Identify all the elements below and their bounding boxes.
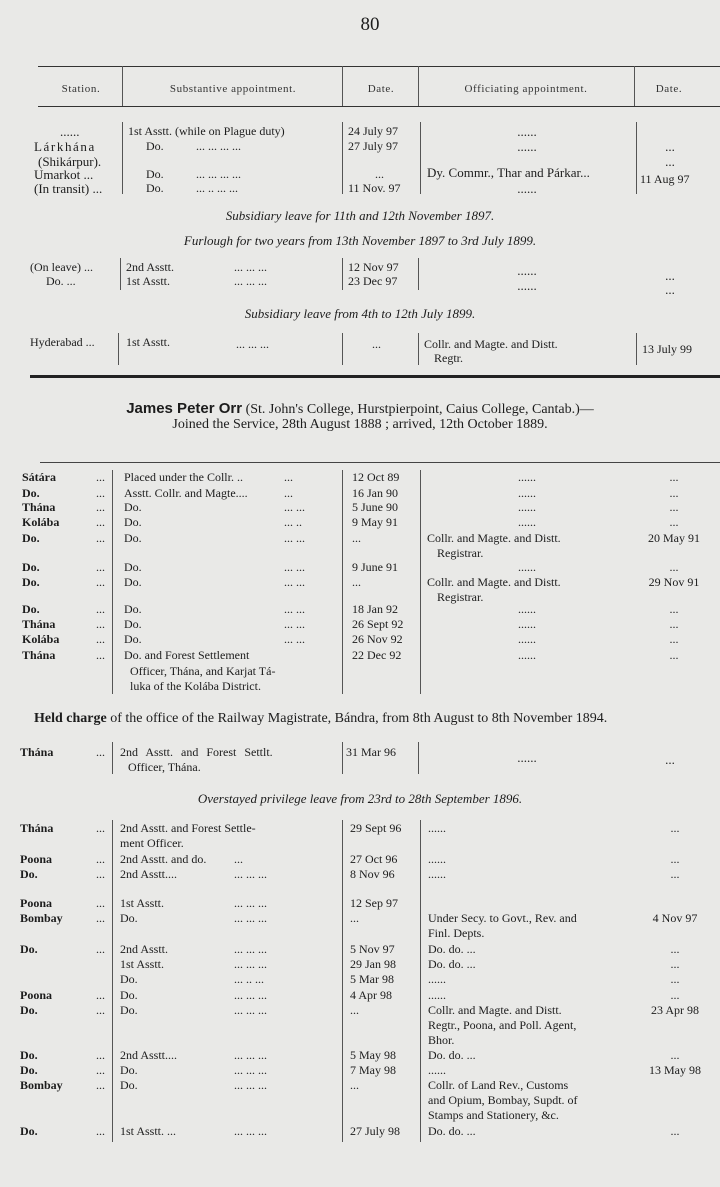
date2-cell: 4 Nov 97 bbox=[652, 911, 698, 925]
date2-cell: ... bbox=[670, 867, 680, 881]
leader-dots: ... ... ... bbox=[236, 337, 269, 351]
date-cell: 24 July 97 bbox=[348, 124, 399, 138]
leader-dots: ... bbox=[96, 486, 105, 500]
station-cell: (On leave) ... bbox=[30, 260, 93, 274]
leader-dots: ... ... bbox=[284, 560, 305, 574]
date2-cell: 23 Apr 98 bbox=[651, 1003, 699, 1017]
officiating-cell: Finl. Depts. bbox=[428, 926, 485, 940]
overstayed-leave-note: Overstayed privilege leave from 23rd to 28th September 1896. bbox=[197, 791, 523, 806]
date-cell: 31 Mar 96 bbox=[346, 745, 396, 759]
header-bottom-rule bbox=[38, 106, 720, 107]
leader-dots: ... bbox=[96, 575, 105, 589]
leader-dots: ... ... ... bbox=[234, 260, 267, 274]
officiating-cell: ...... bbox=[517, 124, 537, 139]
officiating-cell: Regtr. bbox=[434, 351, 463, 365]
officiating-cell: Under Secy. to Govt., Rev. and bbox=[428, 911, 577, 925]
column-rule bbox=[122, 66, 123, 106]
leader-dots: ... bbox=[96, 1063, 105, 1077]
column-rule bbox=[634, 66, 635, 106]
furlough-note: Furlough for two years from 13th November 1897 to 3rd July 1899. bbox=[183, 233, 537, 248]
date2-cell: ... bbox=[670, 852, 680, 866]
date2-cell: ... bbox=[669, 648, 679, 662]
column-rule bbox=[342, 820, 343, 1142]
station-cell: (In transit) ... bbox=[34, 181, 103, 196]
date2-cell: 29 Nov 91 bbox=[648, 575, 700, 589]
officiating-cell: Do. do. ... bbox=[428, 957, 476, 971]
substantive-cell: Do. and Forest Settlement bbox=[124, 648, 250, 662]
substantive-cell: 2nd Asstt.... bbox=[120, 1048, 178, 1062]
column-rule bbox=[418, 258, 419, 290]
substantive-cell: ment Officer. bbox=[120, 836, 184, 850]
station-cell: Do. bbox=[22, 602, 40, 616]
station-cell: Do. bbox=[22, 575, 40, 589]
leader-dots: ... bbox=[96, 632, 105, 646]
substantive-cell: 1st Asstt. bbox=[120, 896, 165, 910]
date-cell: 23 Dec 97 bbox=[348, 274, 398, 288]
substantive-cell: 2nd Asstt. and Forest Settlt. bbox=[120, 745, 273, 759]
leader-dots: ... ... bbox=[284, 617, 305, 631]
date-cell: 5 Nov 97 bbox=[350, 942, 395, 956]
date-cell: 12 Nov 97 bbox=[348, 260, 399, 274]
date-cell: 18 Jan 92 bbox=[352, 602, 398, 616]
leader-dots: ... ... ... bbox=[234, 274, 267, 288]
date-cell: 5 Mar 98 bbox=[350, 972, 394, 986]
substantive-cell: luka of the Kolába District. bbox=[130, 679, 261, 693]
date2-cell: ... bbox=[669, 470, 679, 484]
column-rule bbox=[342, 66, 343, 106]
date-cell: 27 Oct 96 bbox=[350, 852, 398, 866]
station-cell: Do. bbox=[20, 942, 38, 956]
leader-dots: ... bbox=[96, 1003, 105, 1017]
station-cell: Do. bbox=[22, 560, 40, 574]
substantive-cell: 1st Asstt. bbox=[120, 957, 165, 971]
header-substantive: Substantive appointment. bbox=[169, 83, 297, 95]
date2-cell: ... bbox=[669, 486, 679, 500]
date-cell: ... bbox=[375, 167, 384, 181]
substantive-cell: 1st Asstt. ... bbox=[120, 1124, 177, 1138]
date-cell: 11 Nov. 97 bbox=[348, 181, 401, 195]
officiating-cell: Do. do. ... bbox=[428, 1048, 476, 1062]
section-divider bbox=[30, 375, 720, 378]
table-rule bbox=[40, 462, 720, 463]
officiating-cell: ...... bbox=[517, 181, 537, 196]
leader-dots: ... bbox=[96, 745, 105, 759]
substantive-cell: 1st Asstt. bbox=[126, 274, 171, 288]
date-cell: ... bbox=[350, 911, 359, 925]
officiating-cell: ...... bbox=[518, 648, 536, 662]
date2-cell: ... bbox=[670, 1124, 680, 1138]
substantive-cell: Asstt. Collr. and Magte.... bbox=[124, 486, 248, 500]
date2-cell: ... bbox=[670, 988, 680, 1002]
date-cell: 26 Sept 92 bbox=[352, 617, 404, 631]
officiating-cell: ...... bbox=[517, 750, 537, 765]
date2-cell: 11 Aug 97 bbox=[640, 172, 690, 186]
officiating-cell: ...... bbox=[518, 617, 536, 631]
substantive-cell: Do. bbox=[146, 181, 164, 195]
leader-dots: ... bbox=[96, 1078, 105, 1092]
station-cell: Do. bbox=[20, 1048, 38, 1062]
substantive-cell: Do. bbox=[120, 972, 138, 986]
station-cell: Thána bbox=[22, 648, 56, 662]
header-officiating: Officiating appointment. bbox=[464, 83, 588, 95]
column-rule bbox=[118, 333, 119, 365]
leader-dots: ... bbox=[96, 500, 105, 514]
station-cell: Bombay bbox=[20, 1078, 63, 1092]
officiating-cell: Bhor. bbox=[428, 1033, 455, 1047]
header-station: Station. bbox=[61, 83, 101, 95]
leader-dots: ... bbox=[284, 470, 293, 484]
date-cell: ... bbox=[352, 531, 361, 545]
substantive-cell: Do. bbox=[124, 560, 142, 574]
leader-dots: ... ... ... bbox=[234, 1063, 267, 1077]
date-cell: ... bbox=[352, 575, 361, 589]
officer-heading bbox=[0, 400, 720, 418]
date2-cell: ... bbox=[670, 942, 680, 956]
leader-dots: ... ... ... bbox=[234, 1078, 267, 1092]
date-cell: 9 May 91 bbox=[352, 515, 398, 529]
column-rule bbox=[418, 333, 419, 365]
station-cell: Thána bbox=[20, 821, 54, 835]
date-cell: 22 Dec 92 bbox=[352, 648, 402, 662]
officiating-cell: ...... bbox=[518, 500, 536, 514]
officiating-cell: Collr. and Magte. and Distt. bbox=[427, 531, 561, 545]
leader-dots: ... bbox=[284, 486, 293, 500]
station-cell: Do. ... bbox=[46, 274, 76, 288]
substantive-cell: Do. bbox=[124, 617, 142, 631]
station-cell: Poona bbox=[20, 896, 53, 910]
station-cell: Lárkhána bbox=[34, 139, 96, 154]
leader-dots: ... bbox=[234, 852, 243, 866]
station-cell: (Shikárpur). bbox=[38, 154, 102, 169]
date2-cell: ... bbox=[665, 752, 675, 767]
substantive-cell: Do. bbox=[120, 911, 138, 925]
substantive-cell: 2nd Asstt. bbox=[126, 260, 175, 274]
station-cell: Thána bbox=[22, 617, 56, 631]
substantive-cell: Do. bbox=[124, 500, 142, 514]
station-cell: Thána bbox=[20, 745, 54, 759]
leader-dots: ... bbox=[96, 602, 105, 616]
leader-dots: ... .. ... ... bbox=[196, 181, 238, 195]
column-rule bbox=[120, 258, 121, 290]
leader-dots: ... ... ... bbox=[234, 988, 267, 1002]
leader-dots: ... bbox=[96, 470, 105, 484]
leader-dots: ... bbox=[96, 867, 105, 881]
officer-joined: Joined the Service, 28th August 1888 ; arrived, 12th October 1889. bbox=[172, 417, 548, 432]
leader-dots: ... bbox=[96, 988, 105, 1002]
substantive-cell: 1st Asstt. (while on Plague duty) bbox=[128, 124, 285, 138]
officiating-cell: ...... bbox=[517, 278, 537, 293]
held-charge-text: of the office of the Railway Magistrate, Bándra, from 8th August to 8th November 1894. bbox=[110, 711, 608, 726]
officiating-cell: Registrar. bbox=[437, 590, 484, 604]
leader-dots: ... ... bbox=[284, 575, 305, 589]
held-charge-lead: Held charge bbox=[34, 711, 107, 726]
substantive-cell: Do. bbox=[124, 575, 142, 589]
officiating-cell: Collr. and Magte. and Distt. bbox=[428, 1003, 562, 1017]
date-cell: 12 Oct 89 bbox=[352, 470, 400, 484]
column-rule bbox=[112, 742, 113, 774]
substantive-cell: Do. bbox=[146, 139, 164, 153]
date-cell: 5 May 98 bbox=[350, 1048, 396, 1062]
date2-cell: 13 May 98 bbox=[649, 1063, 701, 1077]
leader-dots: ... ... bbox=[284, 632, 305, 646]
date2-cell: ... bbox=[669, 560, 679, 574]
station-cell: Do. bbox=[22, 531, 40, 545]
officiating-cell: ...... bbox=[428, 972, 446, 986]
substantive-cell: Do. bbox=[120, 988, 138, 1002]
leader-dots: ... bbox=[96, 1048, 105, 1062]
officiating-cell: ...... bbox=[428, 821, 446, 835]
leader-dots: ... .. ... bbox=[234, 972, 264, 986]
substantive-cell: Officer, Thána, and Karjat Tá- bbox=[130, 664, 276, 678]
date-cell: 7 May 98 bbox=[350, 1063, 396, 1077]
leader-dots: ... ... bbox=[284, 500, 305, 514]
station-cell: Do. bbox=[20, 1003, 38, 1017]
leader-dots: ... bbox=[96, 852, 105, 866]
substantive-cell: Officer, Thána. bbox=[128, 760, 201, 774]
officiating-cell: ...... bbox=[518, 470, 536, 484]
column-rule bbox=[418, 742, 419, 774]
officiating-cell: ...... bbox=[518, 515, 536, 529]
officiating-cell: ...... bbox=[517, 139, 537, 154]
leader-dots: ... bbox=[96, 531, 105, 545]
leader-dots: ... ... ... bbox=[234, 911, 267, 925]
leader-dots: ... ... ... bbox=[234, 1003, 267, 1017]
substantive-cell: Do. bbox=[146, 167, 164, 181]
date2-cell: ... bbox=[669, 500, 679, 514]
substantive-cell: Do. bbox=[120, 1063, 138, 1077]
leader-dots: ... ... ... bbox=[234, 957, 267, 971]
column-rule bbox=[342, 122, 343, 194]
substantive-cell: Do. bbox=[124, 602, 142, 616]
officiating-cell: Do. do. ... bbox=[428, 1124, 476, 1138]
column-rule bbox=[342, 742, 343, 774]
officiating-cell: ...... bbox=[517, 263, 537, 278]
header-date: Date. bbox=[367, 83, 395, 95]
leader-dots: ... bbox=[96, 821, 105, 835]
substantive-cell: Do. bbox=[124, 515, 142, 529]
leader-dots: ... ... ... bbox=[234, 896, 267, 910]
station-cell: Poona bbox=[20, 852, 53, 866]
date-cell: 12 Sep 97 bbox=[350, 896, 398, 910]
column-rule bbox=[636, 333, 637, 365]
date2-cell: 13 July 99 bbox=[642, 342, 693, 356]
column-rule bbox=[342, 258, 343, 290]
station-cell: Do. bbox=[20, 867, 38, 881]
date-cell: 29 Jan 98 bbox=[350, 957, 396, 971]
column-rule bbox=[112, 820, 113, 1142]
header-date-2: Date. bbox=[655, 83, 683, 95]
leader-dots: ... bbox=[96, 911, 105, 925]
column-rule bbox=[420, 820, 421, 1142]
leader-dots: ... bbox=[96, 560, 105, 574]
officer-education: (St. John's College, Hurstpierpoint, Caius College, Cantab.)— bbox=[245, 402, 594, 417]
leader-dots: ... ... bbox=[284, 531, 305, 545]
date2-cell: ... bbox=[665, 282, 675, 297]
date-cell: 29 Sept 96 bbox=[350, 821, 402, 835]
column-rule bbox=[342, 470, 343, 694]
officiating-cell: Collr. of Land Rev., Customs bbox=[428, 1078, 569, 1092]
substantive-cell: 2nd Asstt. bbox=[120, 942, 169, 956]
officiating-cell: Regtr., Poona, and Poll. Agent, bbox=[428, 1018, 577, 1032]
column-rule bbox=[636, 122, 637, 194]
leader-dots: ... ... ... bbox=[234, 1124, 267, 1138]
date-cell: 5 June 90 bbox=[352, 500, 398, 514]
date-cell: ... bbox=[350, 1003, 359, 1017]
station-cell: Do. bbox=[20, 1124, 38, 1138]
substantive-cell: Do. bbox=[120, 1078, 138, 1092]
date2-cell: ... bbox=[670, 821, 680, 835]
officiating-cell: ...... bbox=[518, 486, 536, 500]
substantive-cell: 1st Asstt. bbox=[126, 335, 171, 349]
leader-dots: ... ... ... bbox=[234, 1048, 267, 1062]
officiating-cell: Collr. and Magte. and Distt. bbox=[427, 575, 561, 589]
header-top-rule bbox=[38, 66, 720, 67]
station-cell: Bombay bbox=[20, 911, 63, 925]
officiating-cell: ...... bbox=[518, 560, 536, 574]
officer-name: James Peter Orr bbox=[126, 400, 243, 417]
date-cell: 16 Jan 90 bbox=[352, 486, 398, 500]
officiating-cell: and Opium, Bombay, Supdt. of bbox=[428, 1093, 578, 1107]
station-cell: Thána bbox=[22, 500, 56, 514]
date2-cell: ... bbox=[669, 602, 679, 616]
date2-cell: ... bbox=[670, 972, 680, 986]
page-number: 80 bbox=[360, 14, 380, 35]
leader-dots: ... ... ... ... bbox=[196, 167, 241, 181]
officiating-cell: ...... bbox=[428, 852, 446, 866]
date-cell: 27 July 97 bbox=[348, 139, 399, 153]
date-cell: 8 Nov 96 bbox=[350, 867, 395, 881]
date2-cell: ... bbox=[665, 268, 675, 283]
leader-dots: ... ... bbox=[284, 602, 305, 616]
date2-cell: 20 May 91 bbox=[648, 531, 700, 545]
held-charge-note bbox=[34, 711, 607, 727]
station-cell: Umarkot ... bbox=[34, 167, 94, 182]
date-cell: 4 Apr 98 bbox=[350, 988, 392, 1002]
substantive-cell: 2nd Asstt. and Forest Settle- bbox=[120, 821, 256, 835]
date-cell: 9 June 91 bbox=[352, 560, 398, 574]
station-cell: Kolába bbox=[22, 632, 60, 646]
substantive-cell: 2nd Asstt.... bbox=[120, 867, 178, 881]
date2-cell: ... bbox=[669, 617, 679, 631]
date-cell: 26 Nov 92 bbox=[352, 632, 403, 646]
officiating-cell: ...... bbox=[428, 988, 446, 1002]
column-rule bbox=[112, 470, 113, 694]
officiating-cell: ...... bbox=[518, 602, 536, 616]
leader-dots: ... bbox=[96, 942, 105, 956]
leader-dots: ... .. bbox=[284, 515, 302, 529]
leader-dots: ... bbox=[96, 648, 105, 662]
date2-cell: ... bbox=[665, 139, 675, 154]
column-rule bbox=[122, 122, 123, 194]
subsidiary-leave-note: Subsidiary leave from 4th to 12th July 1899. bbox=[244, 306, 476, 321]
date2-cell: ... bbox=[669, 515, 679, 529]
station-cell: Do. bbox=[20, 1063, 38, 1077]
column-rule bbox=[418, 66, 419, 106]
leader-dots: ... bbox=[96, 1124, 105, 1138]
station-cell: Sátára bbox=[22, 470, 56, 484]
date-cell: ... bbox=[372, 337, 381, 351]
station-cell: ...... bbox=[60, 124, 80, 139]
substantive-cell: Do. bbox=[124, 531, 142, 545]
date2-cell: ... bbox=[670, 957, 680, 971]
date2-cell: ... bbox=[669, 632, 679, 646]
station-cell: Kolába bbox=[22, 515, 60, 529]
officiating-cell: Collr. and Magte. and Distt. bbox=[424, 337, 558, 351]
officiating-cell: Dy. Commr., Thar and Párkar... bbox=[427, 165, 590, 180]
officiating-cell: ...... bbox=[518, 632, 536, 646]
officiating-cell: ...... bbox=[428, 1063, 446, 1077]
leader-dots: ... bbox=[96, 617, 105, 631]
date-cell: 27 July 98 bbox=[350, 1124, 401, 1138]
station-cell: Poona bbox=[20, 988, 53, 1002]
leader-dots: ... bbox=[96, 896, 105, 910]
leader-dots: ... ... ... ... bbox=[196, 139, 241, 153]
date2-cell: ... bbox=[665, 154, 675, 169]
station-cell: Do. bbox=[22, 486, 40, 500]
substantive-cell: 2nd Asstt. and do. bbox=[120, 852, 207, 866]
substantive-cell: Do. bbox=[120, 1003, 138, 1017]
leader-dots: ... ... ... bbox=[234, 942, 267, 956]
officiating-cell: ...... bbox=[428, 867, 446, 881]
substantive-cell: Placed under the Collr. .. bbox=[124, 470, 243, 484]
officiating-cell: Stamps and Stationery, &c. bbox=[428, 1108, 559, 1122]
date-cell: ... bbox=[350, 1078, 359, 1092]
leader-dots: ... bbox=[96, 515, 105, 529]
substantive-cell: Do. bbox=[124, 632, 142, 646]
officiating-cell: Registrar. bbox=[437, 546, 484, 560]
date2-cell: ... bbox=[670, 1048, 680, 1062]
column-rule bbox=[342, 333, 343, 365]
leader-dots: ... ... ... bbox=[234, 867, 267, 881]
officiating-cell: Do. do. ... bbox=[428, 942, 476, 956]
subsidiary-leave-note: Subsidiary leave for 11th and 12th November 1897. bbox=[225, 208, 495, 223]
station-cell: Hyderabad ... bbox=[30, 335, 95, 349]
